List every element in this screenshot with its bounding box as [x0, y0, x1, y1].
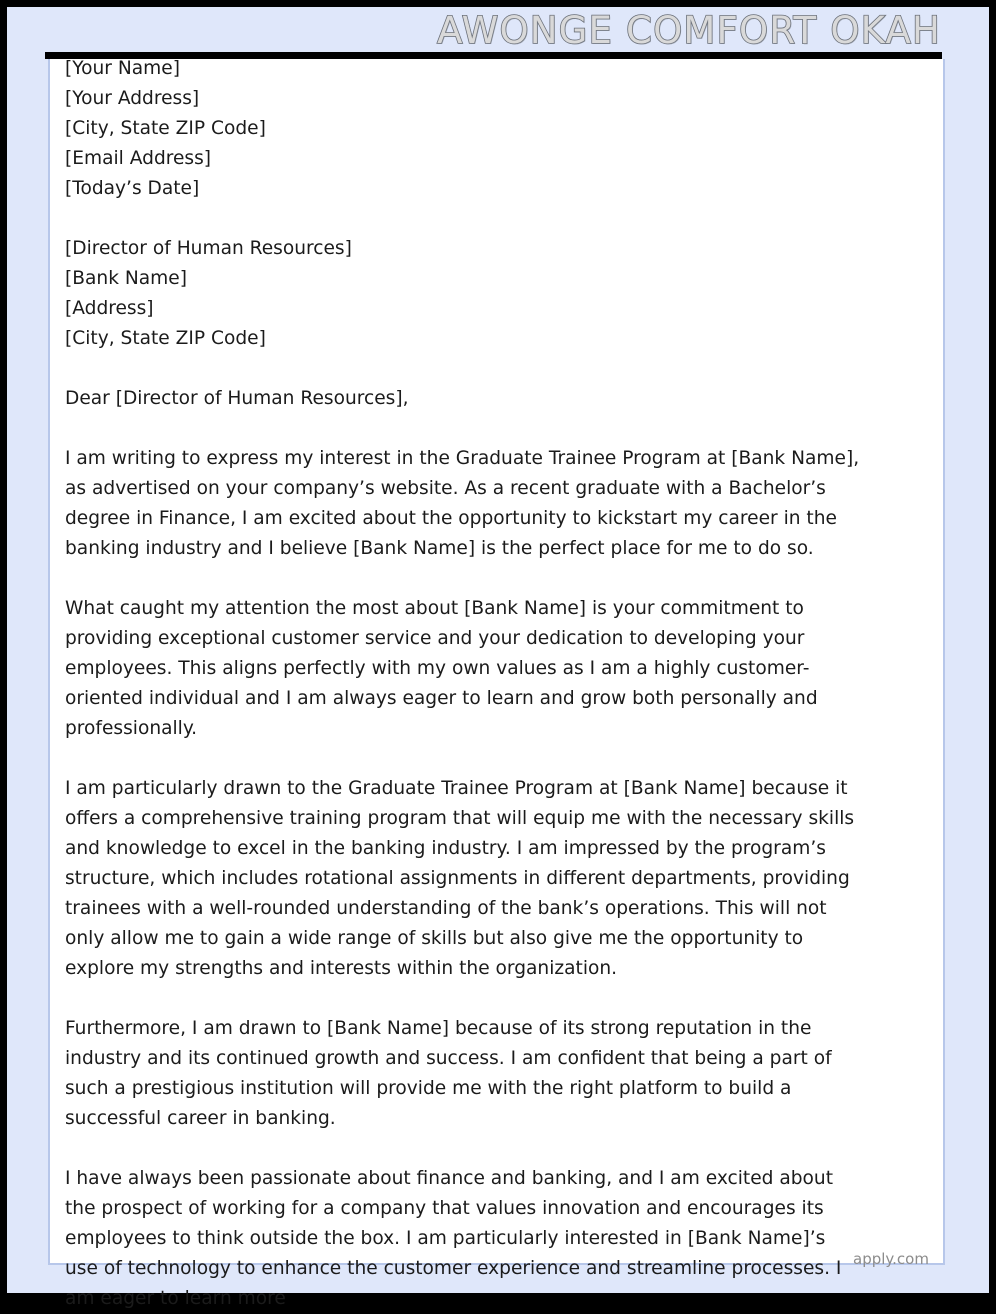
spacer — [65, 1134, 860, 1164]
slide-background — [7, 7, 989, 1309]
body-paragraph: What caught my attention the most about [Bank Name] is your commitment to providing exceptional customer service and your dedication to developing your employees. This aligns perfectly with my own values as I am a highly customer-oriented individual and I am always eager to learn and grow both personally and professionally. — [65, 598, 818, 739]
page-title: AWONGE COMFORT OKAH — [437, 9, 941, 52]
recipient-address: [Address] — [65, 298, 154, 319]
body-paragraph: I am writing to express my interest in the Graduate Trainee Program at [Bank Name], as advertised on your company’s website. As a recent graduate with a Bachelor’s degree in Finance, I am excited about the opportunity to kickstart my career in the banking industry and I believe [Bank Name] is the perfect place for me to do so. — [65, 448, 860, 559]
spacer — [65, 984, 860, 1014]
letter-body — [65, 54, 860, 1314]
spacer — [65, 204, 860, 234]
recipient-title: [Director of Human Resources] — [65, 238, 352, 259]
sender-name: [Your Name] — [65, 58, 180, 79]
recipient-city-state: [City, State ZIP Code] — [65, 328, 266, 349]
sender-email: [Email Address] — [65, 148, 212, 169]
sender-address: [Your Address] — [65, 88, 200, 109]
body-paragraph: I have always been passionate about finance and banking, and I am excited about the prospect of working for a company that values innovation and encourages its employees to think outside the box. I am particularly interested in [Bank Name]’s use of technology to enhance the customer experience and streamline processes. I am eager to learn more — [65, 1168, 842, 1309]
spacer — [65, 354, 860, 384]
letter-date: [Today’s Date] — [65, 178, 200, 199]
salutation: Dear [Director of Human Resources], — [65, 388, 409, 409]
site-watermark: apply.com — [853, 1250, 929, 1268]
spacer — [65, 744, 860, 774]
body-paragraph: Furthermore, I am drawn to [Bank Name] because of its strong reputation in the industry and its continued growth and success. I am confident that being a part of such a prestigious institution will provide me with the right platform to build a successful career in banking. — [65, 1018, 832, 1129]
spacer — [65, 414, 860, 444]
title-bar — [7, 7, 989, 52]
body-paragraph: I am particularly drawn to the Graduate Trainee Program at [Bank Name] because it offers a comprehensive training program that will equip me with the necessary skills and knowledge to excel in the banking industry. I am impressed by the program’s structure, which includes rotational assignments in different departments, providing trainees with a well-rounded understanding of the bank’s operations. This will not only allow me to gain a wide range of skills but also give me the opportunity to explore my strengths and interests within the organization. — [65, 778, 855, 979]
spacer — [65, 564, 860, 594]
recipient-company: [Bank Name] — [65, 268, 187, 289]
sender-city-state: [City, State ZIP Code] — [65, 118, 266, 139]
